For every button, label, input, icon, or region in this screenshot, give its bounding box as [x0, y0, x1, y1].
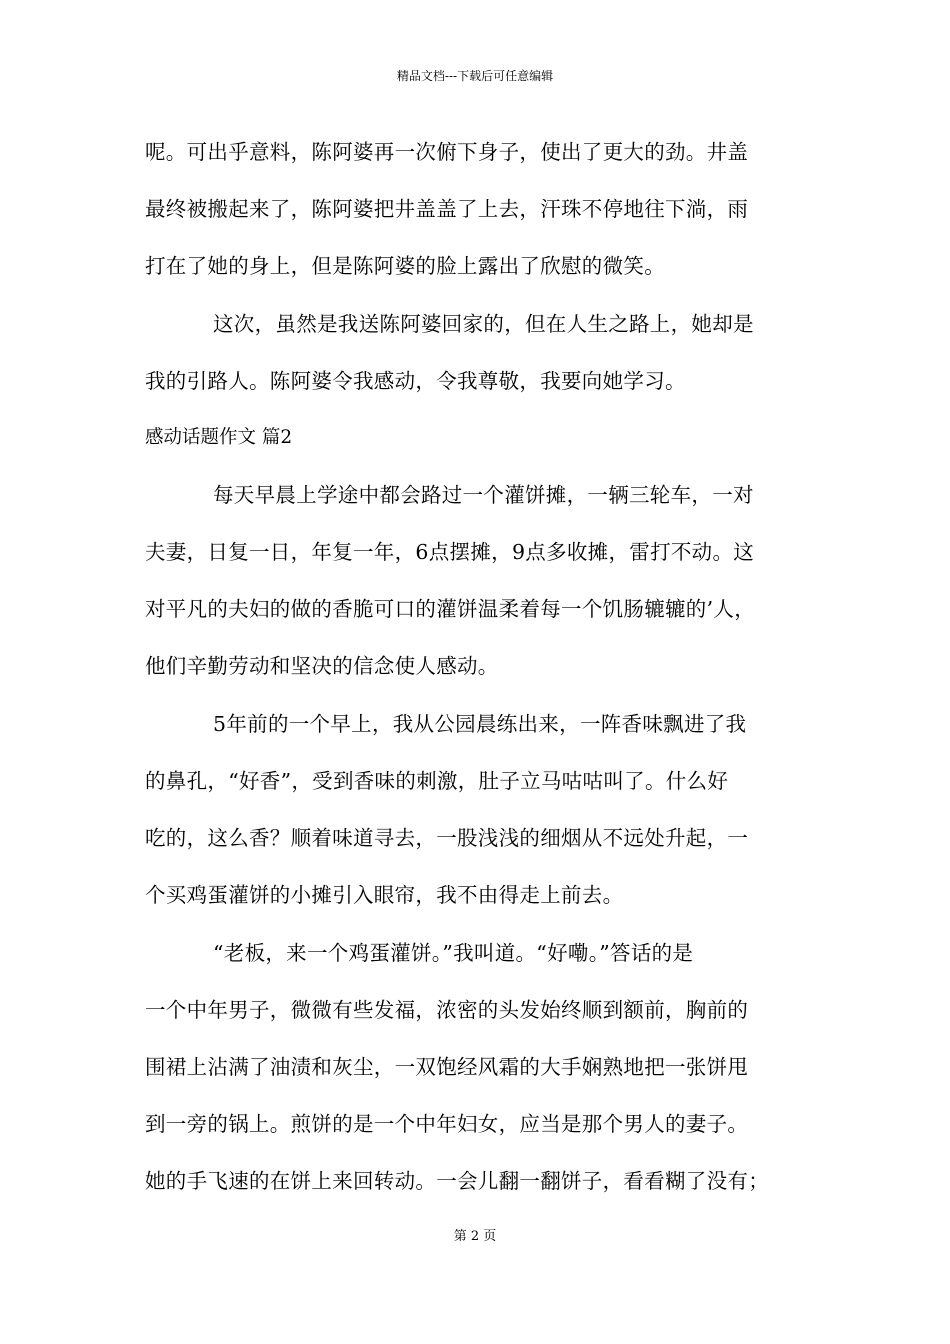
text-line-14: 个买鸡蛋灌饼的小摊引入眼帘，我不由得走上前去。 — [145, 883, 624, 907]
text-line-1: 呢。可出乎意料，陈阿婆再一次俯下身子，使出了更大的劲。井盖 — [145, 140, 749, 164]
page-label-prefix: 第 — [453, 1229, 467, 1244]
text-line-13: 吃的，这么香？顺着味道寻去，一股浅浅的细烟从不远处升起，一 — [145, 826, 749, 850]
text-line-19: 她的手飞速的在饼上来回转动。一会儿翻一翻饼子，看看糊了没有； — [145, 1169, 769, 1193]
text-line-18: 到一旁的锅上。煎饼的是一个中年妇女，应当是那个男人的妻子。 — [145, 1112, 749, 1136]
text-line-5: 我的引路人。陈阿婆令我感动，令我尊敬，我要向她学习。 — [145, 369, 686, 393]
text-line-10: 他们辛勤劳动和坚决的信念使人感动。 — [145, 654, 499, 678]
text-line-17: 围裙上沾满了油渍和灰尘，一双饱经风霜的大手娴熟地把一张饼甩 — [145, 1055, 749, 1079]
paragraph-start-line: “老板，来一个鸡蛋灌饼。”我叫道。“好嘞。”答话的是 — [213, 941, 694, 965]
paragraph-start-line: 5年前的一个早上，我从公园晨练出来，一阵香味飘进了我 — [213, 712, 747, 736]
text-line-9: 对平凡的夫妇的做的香脆可口的灌饼温柔着每一个饥肠辘辘的’人， — [145, 597, 756, 621]
paragraph-start-line: 这次，虽然是我送陈阿婆回家的，但在人生之路上，她却是 — [213, 312, 754, 336]
paragraph-start-line: 每天早晨上学途中都会路过一个灌饼摊，一辆三轮车，一对 — [213, 483, 754, 507]
text-line-16: 一个中年男子，微微有些发福，浓密的头发始终顺到额前，胸前的 — [145, 998, 749, 1022]
page-header: 精品文档---下载后可任意编辑 — [396, 69, 554, 83]
page-label-suffix: 页 — [483, 1229, 497, 1244]
text-line-12: 的鼻孔，“好香”，受到香味的刺激，肚子立马咕咕叫了。什么好 — [145, 769, 729, 793]
text-line-8: 夫妻，日复一日，年复一年，6点摆摊，9点多收摊，雷打不动。这 — [145, 540, 755, 564]
text-line-2: 最终被搬起来了，陈阿婆把井盖盖了上去，汗珠不停地往下淌，雨 — [145, 197, 749, 221]
page-number: 2 — [470, 1229, 480, 1244]
text-line-3: 打在了她的身上，但是陈阿婆的脸上露出了欣慰的微笑。 — [145, 254, 665, 278]
page-footer — [0, 1228, 950, 1246]
section-heading: 感动话题作文 篇2 — [145, 427, 293, 448]
